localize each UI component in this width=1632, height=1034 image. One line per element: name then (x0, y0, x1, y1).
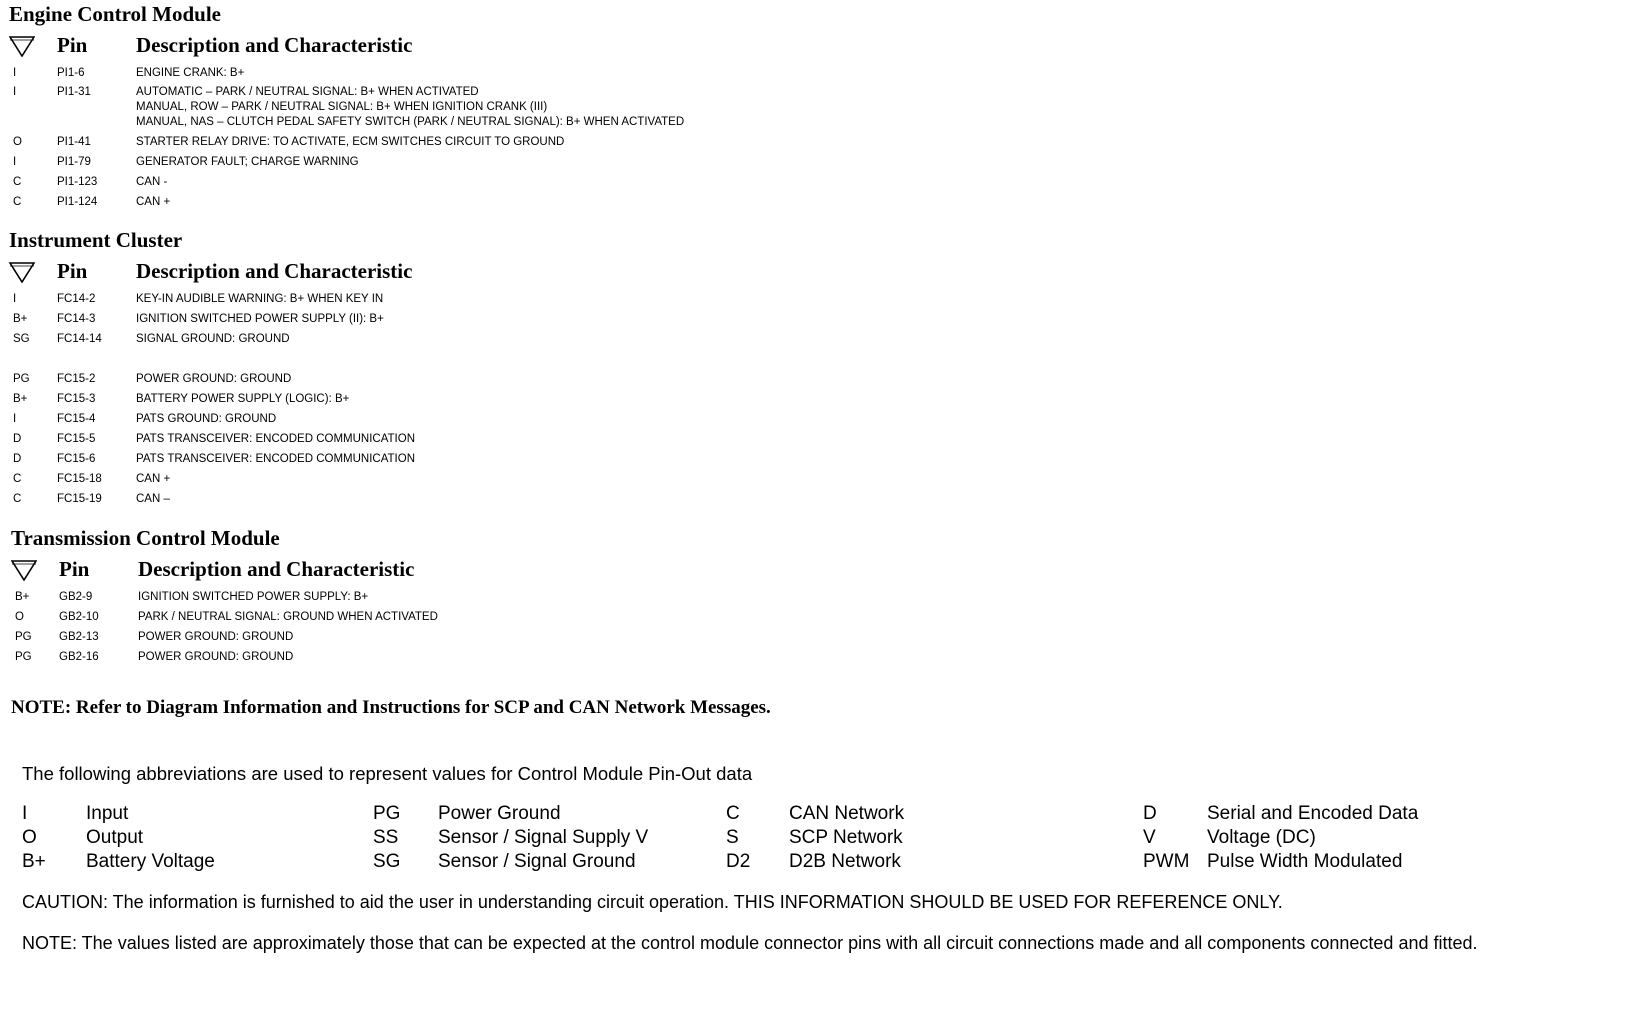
abbr-code: V (1143, 827, 1156, 848)
pin-id: FC14-3 (57, 313, 96, 325)
signal-type: D (13, 453, 22, 465)
abbr-code: D (1143, 803, 1157, 824)
pin-id: FC15-5 (57, 433, 96, 445)
pin-description: BATTERY POWER SUPPLY (LOGIC): B+ (136, 393, 350, 405)
signal-type: O (15, 611, 24, 623)
abbr-code: C (726, 803, 740, 824)
signal-type: C (13, 473, 22, 485)
pin-description: IGNITION SWITCHED POWER SUPPLY (II): B+ (136, 313, 384, 325)
signal-type: PG (15, 631, 32, 643)
pin-description: PATS TRANSCEIVER: ENCODED COMMUNICATION (136, 453, 416, 465)
signal-type: SG (13, 333, 30, 345)
values-note: NOTE: The values listed are approximately those that can be expected at the control module connector pins with all circuit connections made and all components connected and fitted. (22, 933, 1478, 953)
abbr-meaning: Voltage (DC) (1207, 827, 1316, 848)
signal-type: C (13, 196, 22, 208)
pin-description: MANUAL, NAS – CLUTCH PEDAL SAFETY SWITCH (PARK / NEUTRAL SIGNAL): B+ WHEN ACTIVATED (136, 116, 685, 128)
pin-id: PI1-41 (57, 136, 91, 148)
pin-description: CAN – (136, 493, 170, 505)
pin-description: CAN + (136, 473, 171, 485)
direction-triangle-icon (9, 261, 35, 283)
signal-type: PG (15, 651, 32, 663)
pin-id: GB2-10 (59, 611, 99, 623)
abbr-code: O (22, 827, 37, 848)
pin-header: Pin (57, 259, 88, 283)
pin-description: KEY-IN AUDIBLE WARNING: B+ WHEN KEY IN (136, 293, 384, 305)
abbr-code: D2 (726, 851, 751, 872)
pin-description: SIGNAL GROUND: GROUND (136, 333, 290, 345)
signal-type: O (13, 136, 22, 148)
pin-description: PATS TRANSCEIVER: ENCODED COMMUNICATION (136, 433, 416, 445)
network-note: NOTE: Refer to Diagram Information and Instructions for SCP and CAN Network Messages. (11, 697, 771, 718)
abbr-code: SG (373, 851, 401, 872)
signal-type: I (13, 156, 17, 168)
pin-id: FC15-2 (57, 373, 96, 385)
pin-id: GB2-13 (59, 631, 99, 643)
pin-description: POWER GROUND: GROUND (138, 651, 294, 663)
signal-type: I (13, 67, 17, 79)
pin-id: GB2-9 (59, 591, 93, 603)
abbreviations-intro: The following abbreviations are used to represent values for Control Module Pin-Out data (22, 763, 753, 784)
abbr-meaning: Serial and Encoded Data (1207, 803, 1419, 824)
signal-type: B+ (13, 393, 28, 405)
pin-id: FC15-19 (57, 493, 102, 505)
abbr-meaning: Input (86, 803, 129, 824)
abbr-meaning: Power Ground (438, 803, 561, 824)
abbr-code: PWM (1143, 851, 1190, 872)
pin-id: FC15-4 (57, 413, 96, 425)
abbr-meaning: Output (86, 827, 144, 848)
abbr-meaning: Battery Voltage (86, 851, 215, 872)
pin-id: FC15-3 (57, 393, 96, 405)
pin-description: CAN - (136, 176, 168, 188)
abbr-code: S (726, 827, 739, 848)
section-title: Transmission Control Module (11, 526, 280, 550)
description-header: Description and Characteristic (136, 259, 413, 283)
signal-type: B+ (15, 591, 30, 603)
signal-type: C (13, 493, 22, 505)
pin-header: Pin (59, 557, 90, 581)
pin-description: ENGINE CRANK: B+ (136, 67, 245, 79)
pin-description: POWER GROUND: GROUND (138, 631, 294, 643)
pin-id: GB2-16 (59, 651, 99, 663)
pin-description: MANUAL, ROW – PARK / NEUTRAL SIGNAL: B+ WHEN IGNITION CRANK (III) (136, 101, 548, 113)
abbr-meaning: SCP Network (789, 827, 903, 848)
description-header: Description and Characteristic (136, 33, 413, 57)
abbr-meaning: CAN Network (789, 803, 905, 824)
direction-triangle-icon (9, 35, 35, 57)
abbr-meaning: Pulse Width Modulated (1207, 851, 1403, 872)
abbr-code: B+ (22, 851, 46, 872)
pin-header: Pin (57, 33, 88, 57)
pin-id: PI1-6 (57, 67, 85, 79)
direction-triangle-icon (11, 559, 37, 581)
abbr-meaning: Sensor / Signal Ground (438, 851, 636, 872)
abbr-meaning: D2B Network (789, 851, 901, 872)
pin-id: PI1-123 (57, 176, 98, 188)
pin-description: POWER GROUND: GROUND (136, 373, 292, 385)
pin-id: FC14-2 (57, 293, 96, 305)
pin-id: PI1-124 (57, 196, 98, 208)
signal-type: C (13, 176, 22, 188)
pin-description: GENERATOR FAULT; CHARGE WARNING (136, 156, 359, 168)
abbr-code: SS (373, 827, 399, 848)
pin-description: PATS GROUND: GROUND (136, 413, 277, 425)
abbr-code: PG (373, 803, 401, 824)
abbr-meaning: Sensor / Signal Supply V (438, 827, 649, 848)
section-title: Engine Control Module (9, 2, 221, 26)
pin-description: IGNITION SWITCHED POWER SUPPLY: B+ (138, 591, 369, 603)
caution-note: CAUTION: The information is furnished to aid the user in understanding circuit operation. THIS INFORMATION SHOULD BE USED FOR REFERENCE ONLY. (22, 892, 1283, 912)
description-header: Description and Characteristic (138, 557, 415, 581)
signal-type: D (13, 433, 22, 445)
signal-type: I (13, 293, 17, 305)
signal-type: I (13, 86, 17, 98)
pin-description: PARK / NEUTRAL SIGNAL: GROUND WHEN ACTIVATED (138, 611, 438, 623)
section-title: Instrument Cluster (9, 228, 183, 252)
pin-id: FC15-18 (57, 473, 102, 485)
pin-id: FC14-14 (57, 333, 102, 345)
pin-id: FC15-6 (57, 453, 96, 465)
signal-type: PG (13, 373, 30, 385)
signal-type: I (13, 413, 17, 425)
pin-description: STARTER RELAY DRIVE: TO ACTIVATE, ECM SWITCHES CIRCUIT TO GROUND (136, 136, 565, 148)
abbr-code: I (22, 803, 28, 824)
pin-id: PI1-79 (57, 156, 91, 168)
pin-description: AUTOMATIC – PARK / NEUTRAL SIGNAL: B+ WHEN ACTIVATED (136, 86, 479, 98)
pin-id: PI1-31 (57, 86, 91, 98)
pin-description: CAN + (136, 196, 171, 208)
signal-type: B+ (13, 313, 28, 325)
